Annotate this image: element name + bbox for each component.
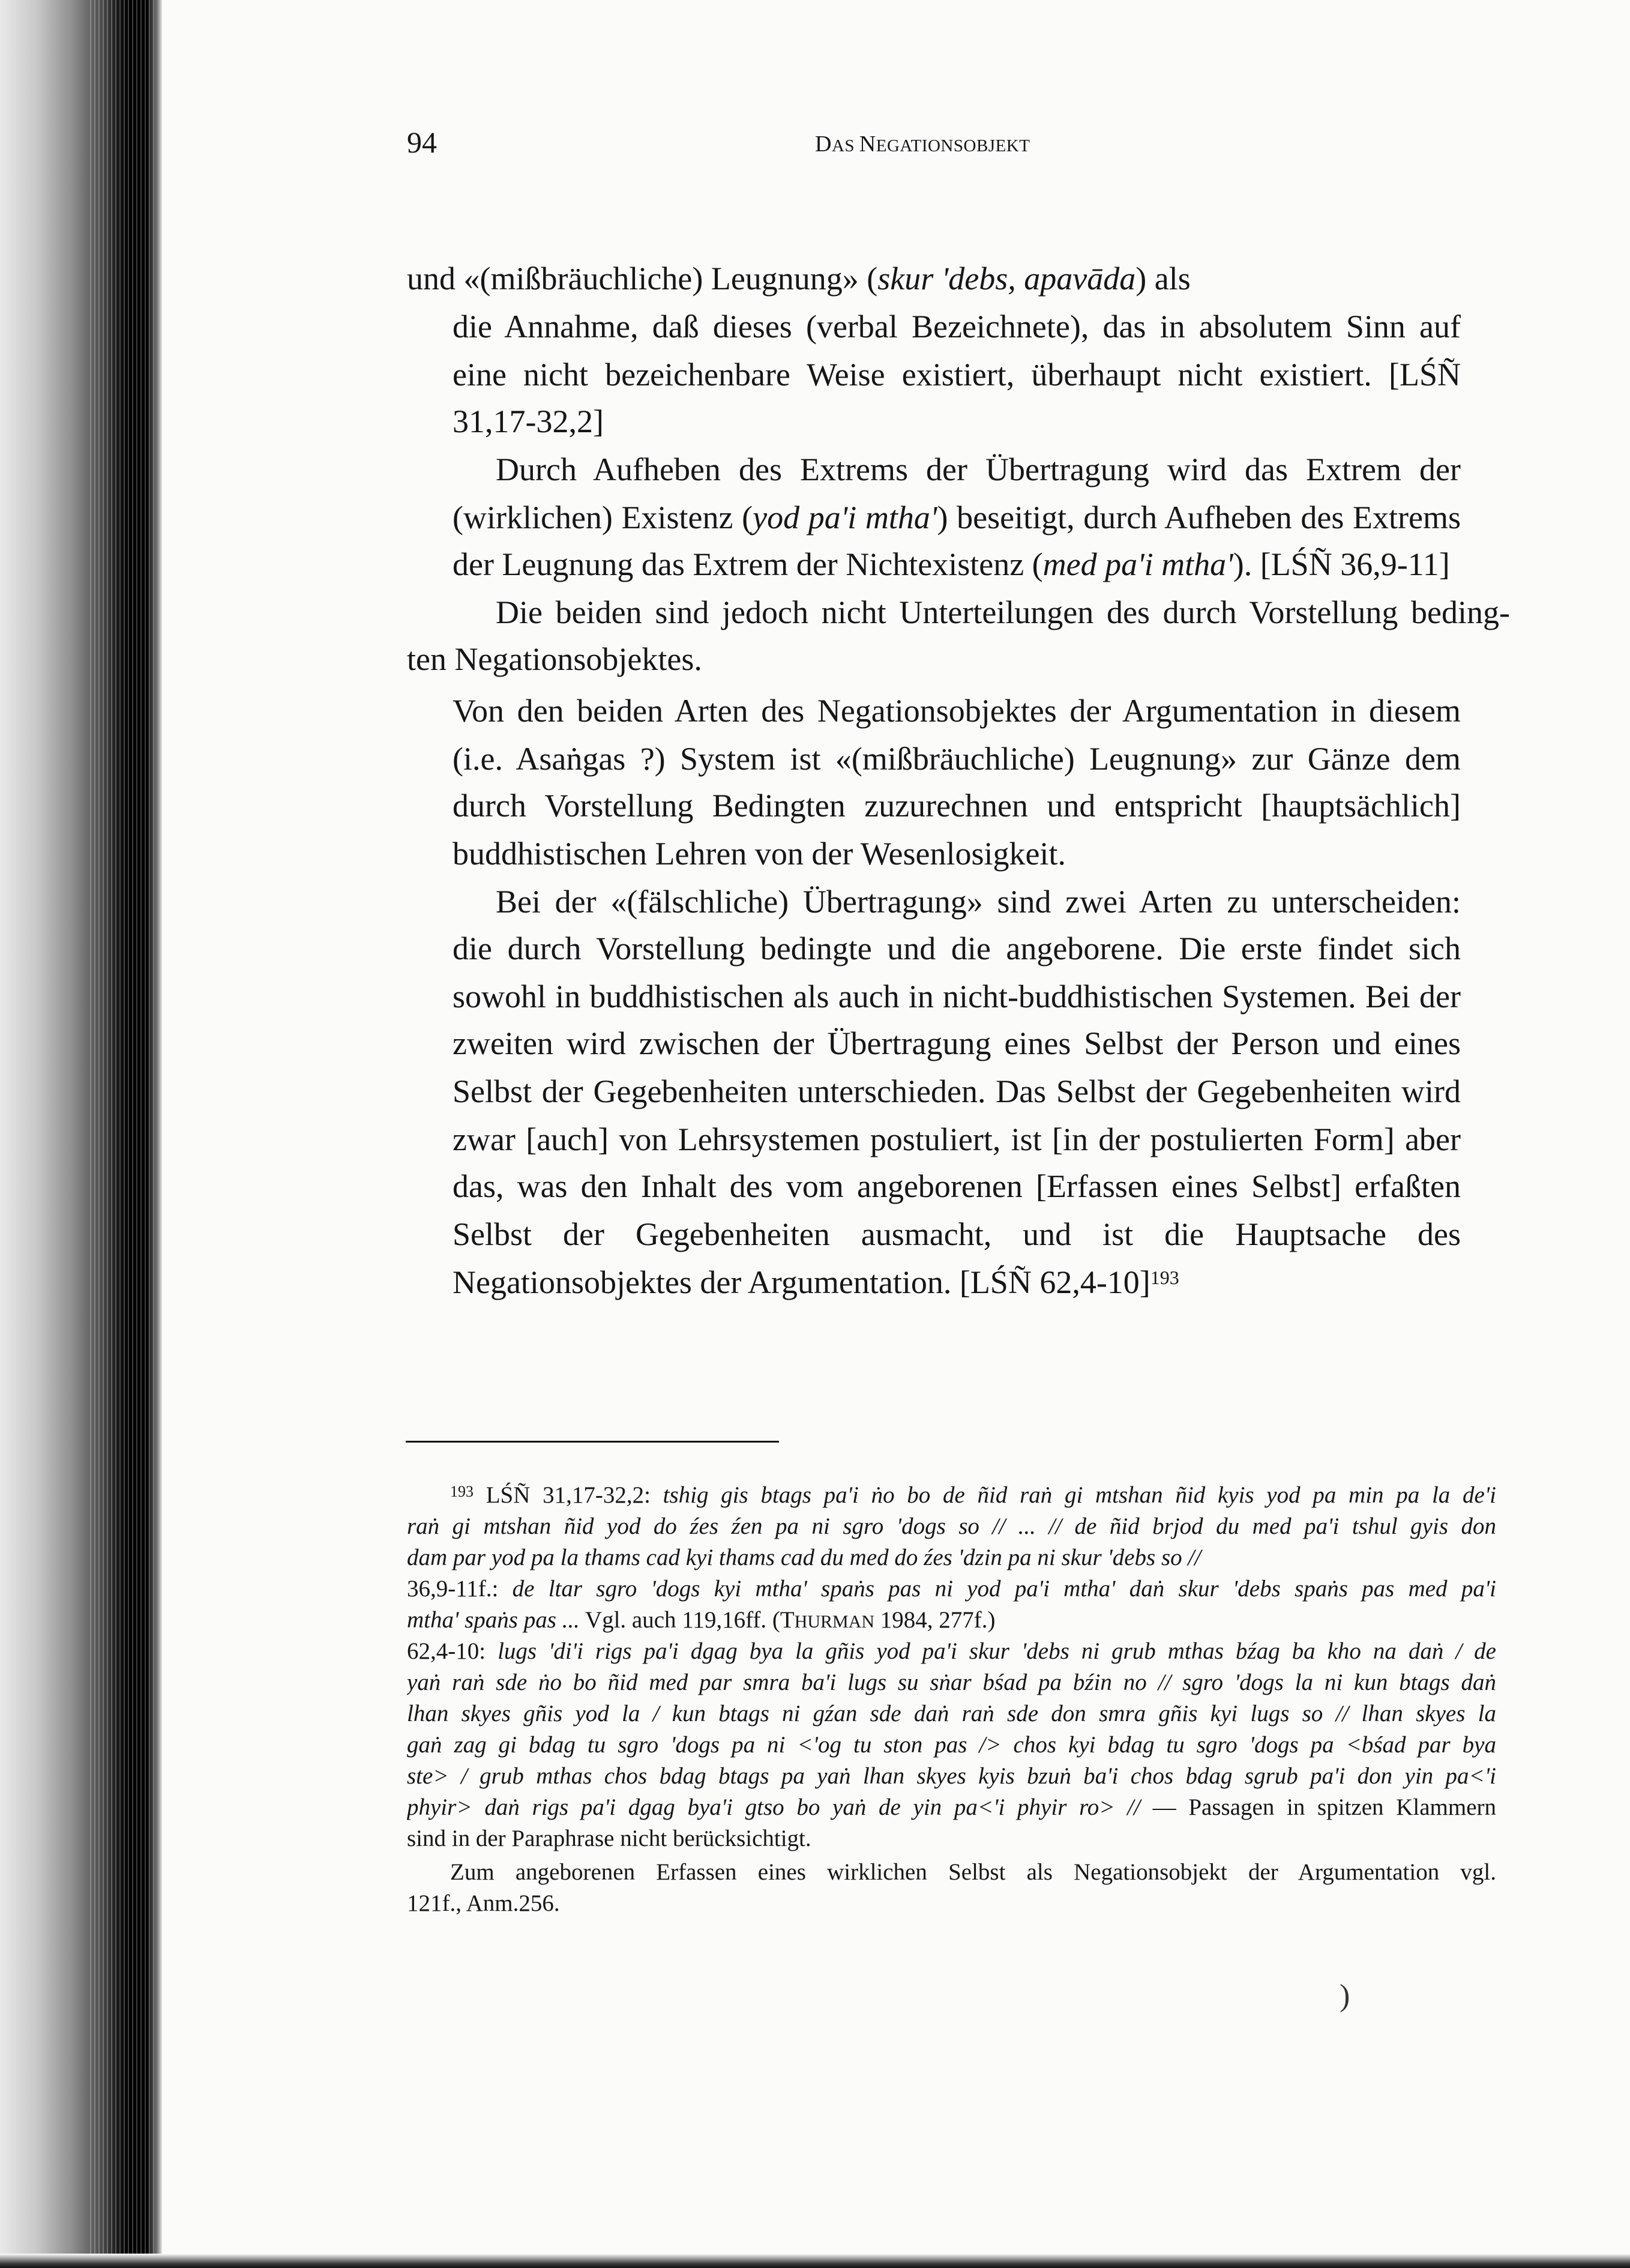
footnote-line: phyir> daṅ rigs pa'i dgag bya'i gtso bo yaṅ de yin pa<'i phyir ro> // — Passagen in spitzen Klammern	[407, 1794, 1496, 1820]
footnote-line: 121f., Anm.256.	[407, 1890, 560, 1916]
footnote-line: dam par yod pa la thams cad kyi thams cad du med do źes 'dzin pa ni skur 'debs so //	[407, 1545, 1201, 1570]
body-line: zweiten wird zwischen der Übertragung eines Selbst der Person und eines	[453, 1025, 1461, 1061]
footnote-line: mtha' spaṅs pas ... Vgl. auch 119,16ff. (THURMAN 1984, 277f.)	[407, 1607, 996, 1633]
body-line: Durch Aufheben des Extrems der Übertragung wird das Extrem der	[496, 451, 1461, 487]
body-line: Negationsobjektes der Argumentation. [LŚÑ 62,4-10]$^{193}$	[453, 1264, 1179, 1300]
footnote-line: gaṅ zag gi bdag tu sgro 'dogs pa ni <'og tu ston pas /> chos kyi bdag tu sgro 'dogs pa <bśad par bya	[407, 1732, 1496, 1758]
footnote-line: Zum angeborenen Erfassen eines wirklichen Selbst als Negationsobjekt der Argumentation vgl.	[450, 1859, 1496, 1885]
page-number: 94	[407, 125, 437, 159]
body-line: eine nicht bezeichenbare Weise existiert, überhaupt nicht existiert. [LŚÑ	[453, 357, 1461, 393]
footnote-line: sind in der Paraphrase nicht berücksichtigt.	[407, 1826, 811, 1851]
body-line: der Leugnung das Extrem der Nichtexistenz (med pa'i mtha'). [LŚÑ 36,9-11]	[453, 546, 1450, 582]
footnote-line: lhan skyes gñis yod la / kun btags ni gźan sde daṅ raṅ sde don smra gñis kyi lugs so // lhan skyes la	[407, 1701, 1496, 1727]
body-line: Die beiden sind jedoch nicht Unterteilungen des durch Vorstellung beding-	[496, 594, 1510, 630]
body-line: zwar [auch] von Lehrsystemen postuliert, ist [in der postulierten Form] aber	[453, 1121, 1461, 1157]
body-line: das, was den Inhalt des vom angeborenen [Erfassen eines Selbst] erfaßten	[453, 1168, 1461, 1204]
body-line: buddhistischen Lehren von der Wesenlosigkeit.	[453, 836, 1066, 872]
body-line: Von den beiden Arten des Negationsobjektes der Argumentation in diesem	[453, 693, 1461, 729]
scan-bottom-edge	[0, 2254, 1630, 2268]
running-head: DAS NEGATIONSOBJEKT	[815, 131, 1030, 157]
footnote-line: 62,4-10: lugs 'di'i rigs pa'i dgag bya la gñis yod pa'i skur 'debs ni grub mthas bźag ba kho na daṅ / de	[407, 1638, 1496, 1664]
margin-mark: )	[1340, 1979, 1350, 2013]
body-line: ten Negationsobjektes.	[407, 641, 702, 677]
body-line: sowohl in buddhistischen als auch in nicht-buddhistischen Systemen. Bei der	[453, 979, 1461, 1015]
footnote-line: 36,9-11f.: de ltar sgro 'dogs kyi mtha' spaṅs pas ni yod pa'i mtha' daṅ skur 'debs spaṅs pas med pa'i	[407, 1576, 1496, 1602]
footnote-line: yaṅ raṅ sde ṅo bo ñid med par smra ba'i lugs su sṅar bśad pa bźin no // sgro 'dogs la ni kun btags daṅ	[407, 1669, 1496, 1695]
body-line: Bei der «(fälschliche) Übertragung» sind zwei Arten zu unterscheiden:	[496, 884, 1461, 920]
footnote-line: ste> / grub mthas chos bdag btags pa yaṅ lhan skyes kyis bzuṅ ba'i chos bdag sgrub pa'i don yin pa<'i	[407, 1763, 1496, 1789]
footnote-marker: 193	[1150, 1267, 1179, 1288]
footnote-line: $^{193}$ LŚÑ 31,17-32,2: tshig gis btags pa'i ṅo bo de ñid raṅ gi mtshan ñid kyis yod pa min pa la de'i	[450, 1482, 1496, 1508]
body-line: 31,17-32,2]	[453, 403, 604, 439]
body-line: die durch Vorstellung bedingte und die angeborene. Die erste findet sich	[453, 930, 1461, 967]
body-line: die Annahme, daß dieses (verbal Bezeichnete), das in absolutem Sinn auf	[453, 309, 1461, 345]
book-binding-edge	[0, 0, 162, 2268]
footnote-rule	[406, 1441, 779, 1443]
body-line: und «(mißbräuchliche) Leugnung» (skur 'debs, apavāda) als	[407, 261, 1191, 297]
body-line: Selbst der Gegebenheiten unterschieden. Das Selbst der Gegebenheiten wird	[453, 1073, 1461, 1109]
body-line: durch Vorstellung Bedingten zuzurechnen und entspricht [hauptsächlich]	[453, 788, 1461, 824]
body-line: Selbst der Gegebenheiten ausmacht, und ist die Hauptsache des	[453, 1216, 1461, 1252]
body-line: (wirklichen) Existenz (yod pa'i mtha') beseitigt, durch Aufheben des Extrems	[453, 499, 1461, 535]
footnote-line: raṅ gi mtshan ñid yod do źes źen pa ni sgro 'dogs so // ... // de ñid brjod du med pa'i tshul gyis don	[407, 1513, 1496, 1539]
body-line: (i.e. Asaṅgas ?) System ist «(mißbräuchliche) Leugnung» zur Gänze dem	[453, 741, 1461, 777]
